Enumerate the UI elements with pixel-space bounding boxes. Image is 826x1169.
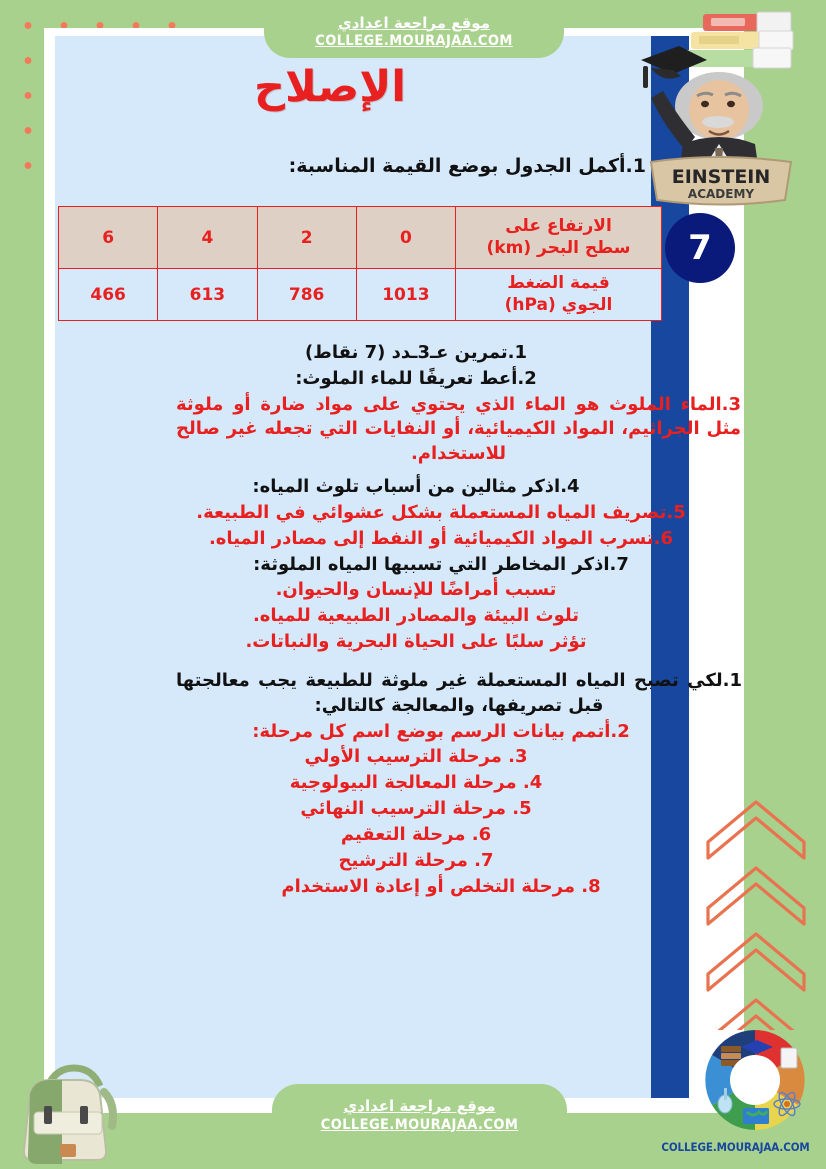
site-header-banner	[264, 0, 564, 58]
subjects-wheel-logo	[693, 1022, 818, 1140]
pressure-cell-3: 466	[59, 269, 158, 321]
answer2-line-3: 3. مرحلة الترسيب الأولي	[304, 746, 528, 768]
answer-line-4: 4.اذكر مثالين من أسباب تلوث المياه:	[252, 476, 580, 498]
site-header-url: COLLEGE.MOURAJAA.COM	[315, 32, 513, 49]
answer-line-3: 3.الماء الملوث هو الماء الذي يحتوي على مواد ضارة أو ملوثة مثل الجراثيم، المواد الكيميائية، أو النفايات التي تجعله غير صالح للاستخدام.	[176, 393, 741, 465]
table-header-pressure	[456, 269, 662, 321]
backpack-illustration	[8, 1058, 128, 1166]
site-footer-url: COLLEGE.MOURAJAA.COM	[320, 1117, 519, 1133]
table-row-altitude	[59, 207, 662, 269]
altitude-cell-2: 4	[158, 207, 257, 269]
academy-sign	[651, 157, 791, 205]
answer2-line-4: 4. مرحلة المعالجة البيولوجية	[289, 772, 543, 794]
pressure-cell-0: 1013	[356, 269, 455, 321]
answer-line-8: تسبب أمراضًا للإنسان والحيوان.	[275, 579, 557, 601]
answer2-line-2: 2.أتمم بيانات الرسم بوضع اسم كل مرحلة:	[252, 720, 630, 742]
backpack-icon	[8, 1058, 128, 1166]
mascot-name-line1: EINSTEIN	[671, 166, 771, 188]
altitude-cell-0: 0	[356, 207, 455, 269]
wheel-icon	[693, 1022, 818, 1140]
answer2-line-7: 7. مرحلة الترشيح	[338, 849, 494, 871]
chevron-decoration	[700, 800, 820, 1030]
mascot-illustration	[633, 10, 818, 210]
mascot-name-line2: ACADEMY	[687, 187, 755, 201]
pressure-cell-2: 613	[158, 269, 257, 321]
logo-caption: COLLEGE.MOURAJAA.COM	[661, 1140, 810, 1154]
answer-line-7: 7.اذكر المخاطر التي تسببها المياه الملوثة:	[253, 553, 629, 575]
answer2-line-1: 1.لكي تصبح المياه المستعملة غير ملوثة للطبيعة يجب معالجتها قبل تصريفها، والمعالجة كالتالي:	[176, 669, 742, 716]
question-1-prompt: 1.أكمل الجدول بوضع القيمة المناسبة:	[288, 155, 646, 177]
page-number-badge: 7	[665, 213, 735, 283]
table-row-pressure	[59, 269, 662, 321]
answer-line-5: 5.تصريف المياه المستعملة بشكل عشوائي في الطبيعة.	[196, 501, 686, 523]
answer-line-2: 2.أعط تعريفًا للماء الملوث:	[295, 367, 537, 389]
answer-line-6: 6.تسرب المواد الكيميائية أو النفط إلى مصادر المياه.	[208, 527, 674, 549]
einstein-academy-mascot	[633, 10, 818, 210]
answer2-line-8: 8. مرحلة التخلص أو إعادة الاستخدام	[281, 875, 601, 897]
answer-line-10: تؤثر سلبًا على الحياة البحرية والنباتات.	[245, 631, 587, 653]
page-title: الإصلاح	[254, 62, 406, 112]
altitude-cell-1: 2	[257, 207, 356, 269]
pressure-header-line2: الجوي (hPa)	[504, 294, 613, 315]
altitude-header-line1: الارتفاع على	[505, 216, 612, 237]
site-footer-banner	[272, 1084, 567, 1146]
site-footer-arabic: موقع مراجعة اعدادي	[343, 1097, 496, 1115]
answers-content	[176, 341, 742, 900]
pressure-altitude-table	[58, 206, 662, 321]
chevron-icon-group	[700, 800, 820, 1030]
altitude-header-line2: سطح البحر (km)	[486, 237, 631, 258]
answer-line-1: 1.تمرين عـ3ـدد (7 نقاط)	[304, 342, 528, 363]
answer2-line-6: 6. مرحلة التعقيم	[340, 823, 492, 845]
pressure-cell-1: 786	[257, 269, 356, 321]
answer-line-9: تلوث البيئة والمصادر الطبيعية للمياه.	[252, 605, 580, 627]
answer2-line-5: 5. مرحلة الترسيب النهائي	[300, 798, 532, 820]
pressure-header-line1: قيمة الضغط	[507, 273, 610, 294]
table-header-altitude	[456, 207, 662, 269]
altitude-cell-3: 6	[59, 207, 158, 269]
site-header-arabic: موقع مراجعة اعدادي	[338, 13, 490, 32]
